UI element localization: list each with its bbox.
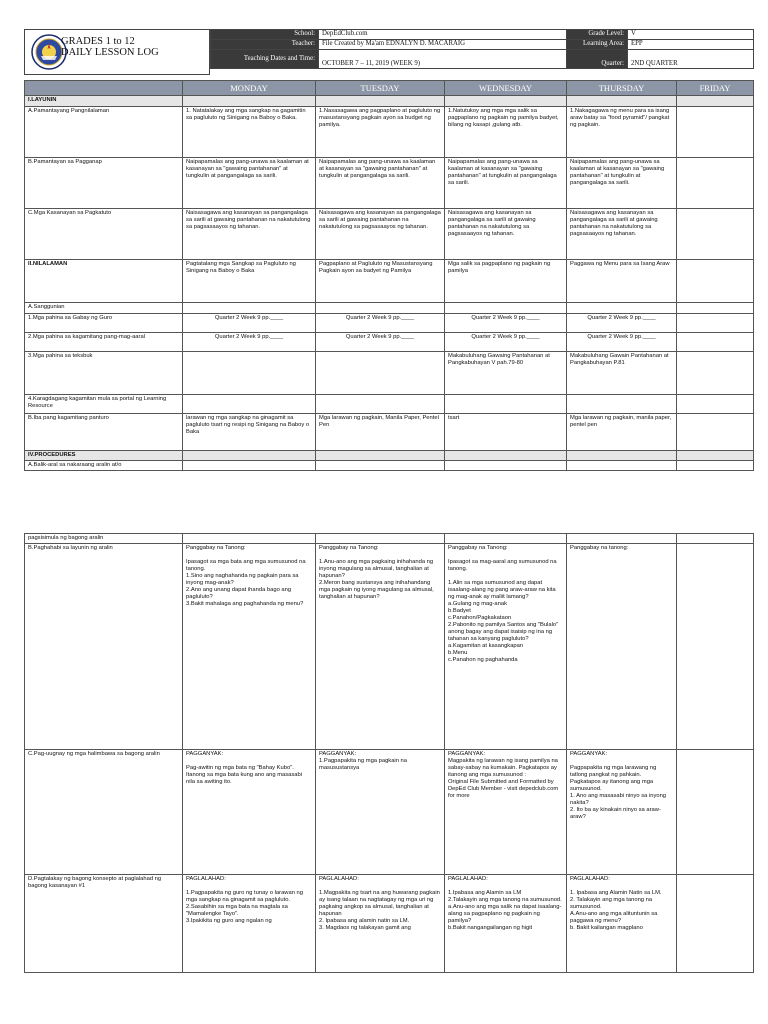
row-label: A.Sanggunian: [25, 303, 183, 314]
cell-friday: [677, 209, 754, 260]
table-row: [25, 750, 754, 875]
cell-tuesday: Quarter 2 Week 9 pp.____: [316, 333, 445, 352]
cell-monday: [183, 96, 316, 107]
cell-friday: [677, 260, 754, 303]
cell-thursday: 1.Nakagagawa ng menu para sa isang araw batay sa "food pyramid"/ pangkat ng pagkain.: [567, 107, 677, 158]
row-label: B.Paghahabi sa layunin ng aralin: [25, 544, 183, 750]
table-row: [25, 395, 754, 414]
cell-thursday: [567, 303, 677, 314]
cell-friday: [677, 544, 754, 750]
cell-friday: [677, 875, 754, 973]
dates-value: OCTOBER 7 – 11, 2019 (WEEK 9): [319, 50, 567, 69]
row-label: 2.Mga pahina sa kagamitang pang-mag-aaral: [25, 333, 183, 352]
row-label: IV.PROCEDURES: [25, 451, 183, 461]
row-label: 1.Mga pahina sa Gabay ng Guro: [25, 314, 183, 333]
cell-friday: [677, 158, 754, 209]
table-row: [25, 96, 754, 107]
area-value: EPP: [628, 40, 754, 50]
cell-monday: larawan ng mga sangkap na ginagamit sa pagluluto tsart ng resipi ng Sinigang na Baboy o Baka: [183, 414, 316, 451]
table-row: [25, 534, 754, 544]
lesson-table-part1-body: [25, 96, 754, 471]
cell-thursday: Mga larawan ng pagkain, manila paper, pentel pen: [567, 414, 677, 451]
cell-friday: [677, 352, 754, 395]
cell-wednesday: PAGLALAHAD: 1.Ipabasa ang Alamin sa LM 2.Talakayin ang mga tanong na sumusunod. a.Anu-ano ang mga salik na dapat isaalang-alang sa pagpaplano ng pagkain ng pamilya? b.Bakit nangangailangan ng higit: [445, 875, 567, 973]
cell-friday: [677, 107, 754, 158]
cell-tuesday: [316, 352, 445, 395]
lesson-table-part2: [24, 533, 754, 973]
cell-tuesday: Naipapamalas ang pang-unawa sa kaalaman at kasanayan sa "gawaing pantahanan" at tungkulin at pangangalaga sa sarili.: [316, 158, 445, 209]
table-row: [25, 260, 754, 303]
cell-wednesday: [445, 451, 567, 461]
table-row: [25, 544, 754, 750]
cell-thursday: [567, 96, 677, 107]
cell-friday: [677, 750, 754, 875]
area-label: Learning Area:: [567, 40, 628, 50]
dates-label: Teaching Dates and Time:: [211, 50, 319, 69]
row-label: D.Pagtalakay ng bagong konsepto at paglalahad ng bagong kasanayan #1: [25, 875, 183, 973]
cell-wednesday: Mga salik sa pagpaplano ng pagkain ng pamilya: [445, 260, 567, 303]
day-header-wednesday: WEDNESDAY: [445, 81, 567, 96]
cell-monday: PAGGANYAK: Pag-awitin ng mga bata ng "Bahay Kubo". Itanong sa mga bata kung ano ang masasabi nila sa awiting ito.: [183, 750, 316, 875]
header-title: [61, 36, 159, 58]
cell-monday: Pagtatalang mga Sangkap sa Pagluluto ng Sinigang na Baboy o Baka: [183, 260, 316, 303]
cell-thursday: Naipapamalas ang pang-unawa sa kaalaman at kasanayan sa "gawaing pantahanan" at tungkulin at pangangalaga sa sarili.: [567, 158, 677, 209]
lesson-log-header: [24, 29, 753, 75]
day-header-monday: MONDAY: [183, 81, 316, 96]
cell-wednesday: 1.Natutukoy ang mga mga salik sa pagpaplano ng pagkain ng pamilya badyet, bilang ng kasapi ,gulang atb.: [445, 107, 567, 158]
cell-wednesday: [445, 96, 567, 107]
cell-wednesday: [445, 303, 567, 314]
row-label: A.Pamantayang Pangnilalaman: [25, 107, 183, 158]
cell-tuesday: [316, 451, 445, 461]
school-label: School:: [211, 30, 319, 40]
row-label: I.LAYUNIN: [25, 96, 183, 107]
cell-monday: [183, 451, 316, 461]
row-label: pagsisimula ng bagong aralin: [25, 534, 183, 544]
cell-tuesday: Panggabay na Tanong: 1.Anu-ano ang mga pagkaing inihahanda ng inyong magulang sa almusal, tanghalian at hapunan? 2.Meron bang sustansya ang inihahandang mga pagkain ng iyong magulang sa almusal, tanghalian at hapunan?: [316, 544, 445, 750]
cell-thursday: Makabuluhang Gawain Pantahanan at Pangkabuhayan P.81: [567, 352, 677, 395]
cell-wednesday: Panggabay na Tanong: Ipasagot sa mag-aaral ang sumusunod na tanong. 1.Alin sa mga sumusunod ang dapat isaalang-alang ng pang araw-araw na kita ng mag-anak ay maliit lamang? a.Gulang ng mag-anak b.Badyet c.Panahon/Pagkakataon 2.Pabonito ng pamilya Santos ang "Bulalo" anong bagay ang dapat isaisip ng ina ng tahanan sa kanyang pagluluto? a.Kagamitan at kasangkapan b.Menu c.Panahon ng paghahanda: [445, 544, 567, 750]
cell-tuesday: Quarter 2 Week 9 pp.____: [316, 314, 445, 333]
cell-thursday: Panggabay na tanong:: [567, 544, 677, 750]
cell-tuesday: [316, 96, 445, 107]
day-header-row: [25, 81, 754, 96]
school-value: DepEdClub.com: [319, 30, 567, 40]
teacher-label: Teacher:: [211, 40, 319, 50]
table-row: [25, 414, 754, 451]
cell-tuesday: Mga larawan ng pagkain, Manila Paper, Pentel Pen: [316, 414, 445, 451]
row-label: 3.Mga pahina sa teksbuk: [25, 352, 183, 395]
cell-tuesday: Naisasagawa ang kasanayan sa pangangalaga sa sarili at gawaing pantahanan na nakatutulong sa pagsasaayos ng tahanan.: [316, 209, 445, 260]
cell-friday: [677, 395, 754, 414]
day-header-thursday: THURSDAY: [567, 81, 677, 96]
header-info-table: [210, 29, 754, 69]
cell-wednesday: Naipapamalas ang pang-unawa sa kaalaman at kasanayan sa "gawaing pantahanan" at tungkulin at pangangalaga sa sarili.: [445, 158, 567, 209]
table-row: [25, 314, 754, 333]
cell-tuesday: [316, 461, 445, 471]
cell-wednesday: [445, 461, 567, 471]
table-row: [25, 875, 754, 973]
cell-wednesday: tsart: [445, 414, 567, 451]
cell-thursday: [567, 461, 677, 471]
cell-monday: [183, 461, 316, 471]
cell-wednesday: Quarter 2 Week 9 pp.____: [445, 333, 567, 352]
cell-thursday: [567, 451, 677, 461]
quarter-value: 2ND QUARTER: [628, 50, 754, 69]
row-label: B.Iba pang kagamitang panturo: [25, 414, 183, 451]
cell-wednesday: [445, 534, 567, 544]
lesson-table-part2-body: [25, 534, 754, 973]
cell-friday: [677, 303, 754, 314]
cell-monday: Quarter 2 Week 9 pp.____: [183, 314, 316, 333]
table-row: [25, 333, 754, 352]
row-label: 4.Karagdagang kagamitan mula sa portal ng Learning Resource: [25, 395, 183, 414]
row-label: A.Balik-aral sa nakaraang aralin at/o: [25, 461, 183, 471]
cell-friday: [677, 461, 754, 471]
cell-monday: [183, 303, 316, 314]
cell-monday: [183, 534, 316, 544]
cell-tuesday: 1.Nasasagawa ang pagpaplano at pagluluto ng masustansyang pagkain ayon sa budget ng pamilya.: [316, 107, 445, 158]
table-row: [25, 451, 754, 461]
grade-value: V: [628, 30, 754, 40]
header-title-line1: GRADES 1 to 12: [61, 36, 135, 47]
cell-tuesday: Pagpaplano at Pagluluto ng Masustansyang Pagkain ayon sa badyet ng Pamilya: [316, 260, 445, 303]
cell-friday: [677, 96, 754, 107]
table-row: [25, 303, 754, 314]
table-row: [25, 107, 754, 158]
cell-monday: 1. Natatalakay ang mga sangkap na gagamitin sa pagluluto ng Sinigang na Baboy o Baka.: [183, 107, 316, 158]
cell-tuesday: PAGLALAHAD: 1.Magpakita ng tsart na ang huwarang pagkain ay isang talaan na nagtatagay ng mga uri ng pagkaing angkop sa almusal, tanghalian at hapunan 2. Ipabasa ang alamin natin sa LM. 3. Magdaos ng talakayan gamit ang: [316, 875, 445, 973]
cell-monday: [183, 352, 316, 395]
cell-tuesday: [316, 395, 445, 414]
cell-thursday: [567, 534, 677, 544]
cell-monday: Naisasagawa ang kasanayan sa pangangalaga sa sarili at gawaing pantahanan na nakatutulong sa pagsasaayos ng tahanan.: [183, 209, 316, 260]
cell-friday: [677, 534, 754, 544]
cell-monday: Naipapamalas ang pang-unawa sa kaalaman at kasanayan sa "gawaing pantahanan" at tungkulin at pangangalaga sa sarili.: [183, 158, 316, 209]
header-title-line2: DAILY LESSON LOG: [61, 47, 159, 58]
cell-thursday: Quarter 2 Week 9 pp.____: [567, 333, 677, 352]
cell-friday: [677, 314, 754, 333]
row-label: C.Mga Kasanayan sa Pagkatuto: [25, 209, 183, 260]
row-label: C.Pag-uugnay ng mga halimbawa sa bagong aralin: [25, 750, 183, 875]
table-row: [25, 461, 754, 471]
quarter-label: Quarter:: [567, 50, 628, 69]
cell-wednesday: PAGGANYAK: Magpakita ng larawan ng isang pamilya na sabay-sabay na kumakain. Pagkatapos ay itanong ang mga sumusunod : Original File Submitted and Formatted by DepEd Club Member - visit depedclub.com for more: [445, 750, 567, 875]
lesson-table-part1: [24, 80, 754, 471]
cell-wednesday: [445, 395, 567, 414]
table-row: [25, 209, 754, 260]
cell-wednesday: Makabuluhang Gawaing Pantahanan at Pangkabuhayan V pah.79-80: [445, 352, 567, 395]
cell-wednesday: Naisasagawa ang kasanayan sa pangangalaga sa sarili at gawaing pantahanan na nakatutulong sa pagsasaayos ng tahanan.: [445, 209, 567, 260]
cell-thursday: Quarter 2 Week 9 pp.____: [567, 314, 677, 333]
day-header-friday: FRIDAY: [677, 81, 754, 96]
table-row: [25, 158, 754, 209]
cell-monday: Quarter 2 Week 9 pp.____: [183, 333, 316, 352]
cell-thursday: Paggawa ng Menu para sa Isang Araw: [567, 260, 677, 303]
cell-tuesday: [316, 303, 445, 314]
header-logo-block: [24, 29, 210, 75]
cell-monday: [183, 395, 316, 414]
cell-monday: PAGLALAHAD: 1.Pagpapakita ng guro ng tunay o larawan ng mga sangkap na ginagamit sa pagluluto. 2.Sasabihin sa mga bata na magtala sa "Mamalengke Tayo". 3.Ipakikita ng guro ang ngalan ng: [183, 875, 316, 973]
row-label: II.NILALAMAN: [25, 260, 183, 303]
cell-friday: [677, 451, 754, 461]
cell-friday: [677, 333, 754, 352]
table-row: [25, 352, 754, 395]
cell-thursday: PAGLALAHAD: 1. Ipabasa ang Alamin Natin sa LM. 2. Talakayin ang mga tanong na sumusunod. A.Anu-ano ang mga alituntunin sa paggawa ng menu? b. Bakit kailangan magplano: [567, 875, 677, 973]
cell-thursday: [567, 395, 677, 414]
cell-thursday: PAGGANYAK: Pagpapakita ng mga larawang ng tatlong pangkat ng pahkain. Pagkatapos ay itanong ang mga sumusunod. 1. Ano ang masasabi ninyo sa inyong nakita? 2. Ito ba ay kinakain ninyo sa araw-araw?: [567, 750, 677, 875]
row-label: B.Pamantayan sa Pagganap: [25, 158, 183, 209]
day-header-tuesday: TUESDAY: [316, 81, 445, 96]
grade-label: Grade Level:: [567, 30, 628, 40]
cell-tuesday: PAGGANYAK: 1.Pagpapakita ng mga pagkain na masusustansya: [316, 750, 445, 875]
day-header-blank: [25, 81, 183, 96]
teacher-value: File Created by Ma'am EDNALYN D. MACARAIG: [319, 40, 567, 50]
cell-thursday: Naisasagawa ang kasanayan sa pangangalaga sa sarili at gawaing pantahanan na nakatutulong sa pagsasaayos ng tahanan.: [567, 209, 677, 260]
cell-tuesday: [316, 534, 445, 544]
cell-friday: [677, 414, 754, 451]
cell-monday: Panggabay na Tanong: Ipasagot sa mga bata ang mga sumusunod na tanong. 1.Sino ang naghahanda ng pagkain para sa inyong mag-anak? 2.Ano ang unang dapat ihanda bago ang pagluluto? 3.Bakit mahalaga ang paghahanda ng menu?: [183, 544, 316, 750]
cell-wednesday: Quarter 2 Week 9 pp.____: [445, 314, 567, 333]
